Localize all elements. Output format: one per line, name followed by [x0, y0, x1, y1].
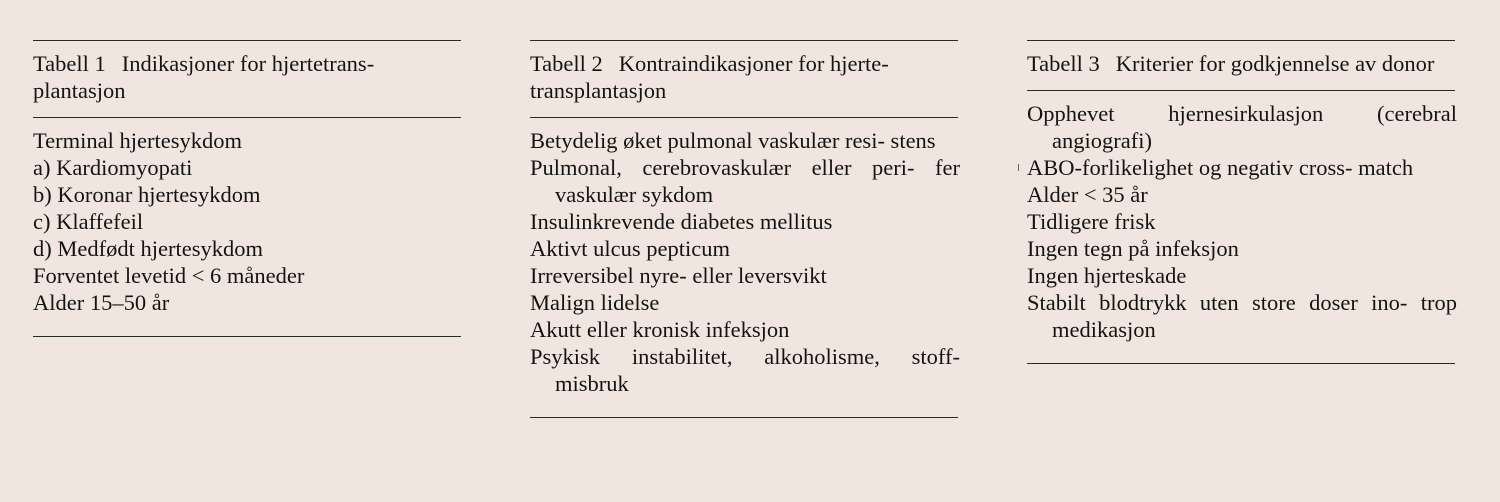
- scan-artifact-mark: [1018, 164, 1019, 171]
- table-title: Kriterier for godkjennelse av donor: [1115, 51, 1435, 76]
- table-title: Kontraindikasjoner for hjerte- transplantasjon: [530, 51, 889, 103]
- top-rule: [1027, 40, 1455, 41]
- table-item: Akutt eller kronisk infeksjon: [530, 317, 790, 342]
- top-rule: [33, 40, 461, 41]
- table-item: Alder 15–50 år: [33, 290, 170, 315]
- header-rule: [33, 117, 461, 118]
- table-item: a) Kardiomyopati: [33, 155, 193, 180]
- table-item: Alder < 35 år: [1027, 182, 1148, 207]
- table-item: d) Medfødt hjertesykdom: [33, 236, 263, 261]
- table-number: Tabell 1: [33, 51, 106, 76]
- table-item: Stabilt blodtrykk uten store doser ino- trop medikasjon: [1027, 290, 1457, 342]
- table-caption: [530, 50, 960, 104]
- table-item: b) Koronar hjertesykdom: [33, 182, 261, 207]
- header-rule: [1027, 90, 1455, 91]
- table-item: Ingen hjerteskade: [1027, 263, 1187, 288]
- table-2-contraindications: [530, 40, 960, 418]
- table-item: Terminal hjertesykdom: [33, 128, 242, 153]
- table-item: Aktivt ulcus pepticum: [530, 236, 730, 261]
- table-caption: [33, 50, 463, 104]
- table-item: c) Klaffefeil: [33, 209, 144, 234]
- bottom-rule: [33, 336, 461, 337]
- table-item: Tidligere frisk: [1027, 209, 1156, 234]
- table-number: Tabell 3: [1027, 51, 1100, 76]
- table-item: ABO-forlikelighet og negativ cross- match: [1027, 155, 1414, 180]
- table-item: Malign lidelse: [530, 290, 660, 315]
- table-title: Indikasjoner for hjertetrans- plantasjon: [33, 51, 375, 103]
- table-item: Forventet levetid < 6 måneder: [33, 263, 305, 288]
- header-rule: [530, 117, 958, 118]
- table-3-donor-criteria: [1027, 40, 1457, 364]
- table-item-list: [1027, 100, 1457, 343]
- table-item: Betydelig øket pulmonal vaskulær resi- stens: [530, 128, 936, 153]
- bottom-rule: [1027, 363, 1455, 364]
- table-1-indications: [33, 40, 463, 337]
- table-item-list: [33, 127, 463, 316]
- table-item: Psykisk instabilitet, alkoholisme, stoff- misbruk: [530, 344, 960, 396]
- table-item: Pulmonal, cerebrovaskulær eller peri- fer vaskulær sykdom: [530, 155, 960, 207]
- table-item-list: [530, 127, 960, 397]
- table-item: Opphevet hjernesirkulasjon (cerebral angiografi): [1027, 101, 1457, 153]
- table-item: Insulinkrevende diabetes mellitus: [530, 209, 833, 234]
- table-item: Ingen tegn på infeksjon: [1027, 236, 1239, 261]
- bottom-rule: [530, 417, 958, 418]
- table-number: Tabell 2: [530, 51, 603, 76]
- top-rule: [530, 40, 958, 41]
- table-caption: [1027, 50, 1457, 77]
- table-item: Irreversibel nyre- eller leversvikt: [530, 263, 827, 288]
